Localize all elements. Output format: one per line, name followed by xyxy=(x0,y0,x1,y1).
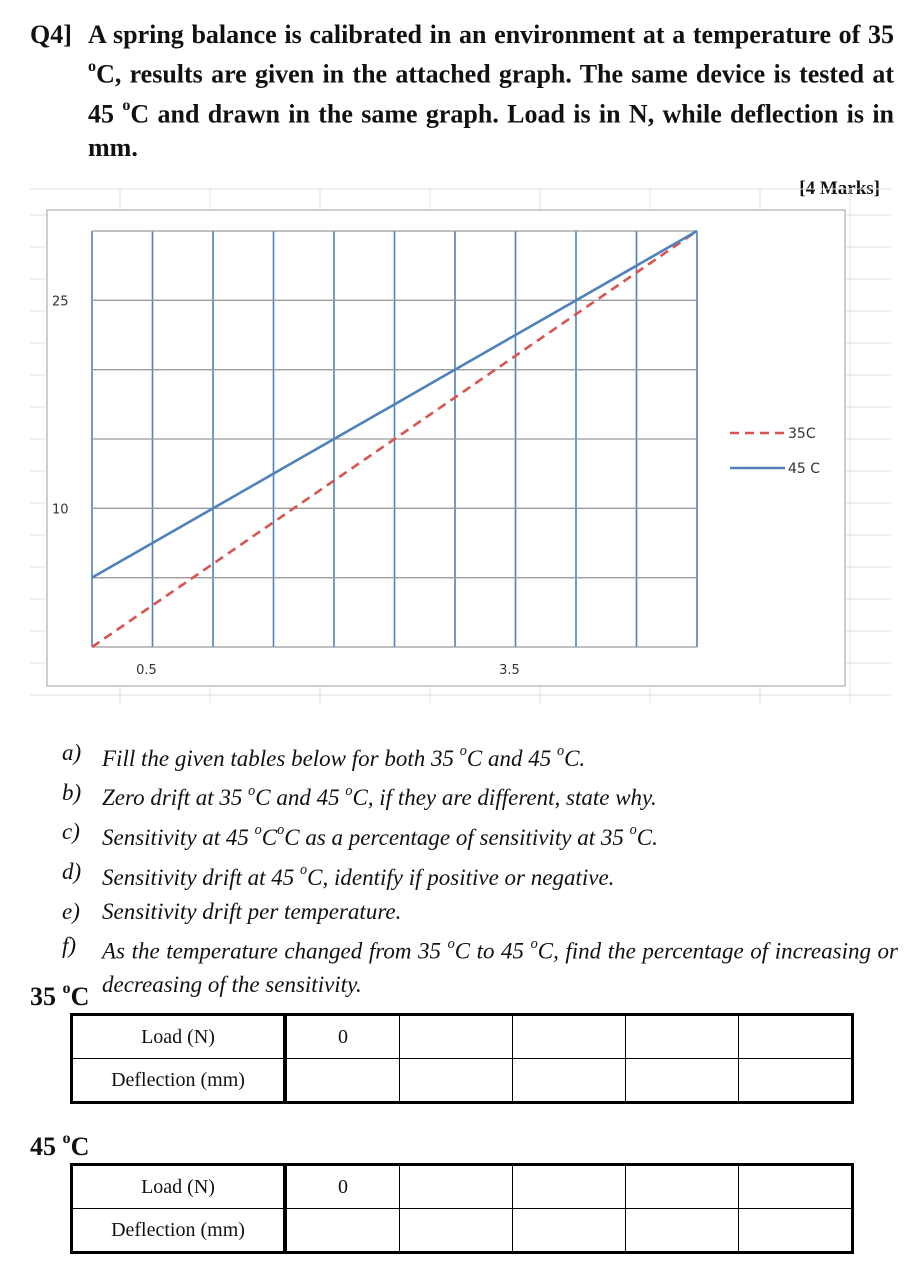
sub-question-text: Sensitivity drift per temperature. xyxy=(102,898,402,924)
table-35c xyxy=(70,1013,854,1104)
question-text: A spring balance is calibrated in an environment at a temperature of 35 $^o$C, results are given in the attached graph. The same device is tested at 45 $^o$C and drawn in the same graph. Load is in N, while deflection is in mm. xyxy=(88,20,895,163)
deflection-cell[interactable] xyxy=(513,1209,626,1253)
marks-label: [4 Marks] xyxy=(799,178,880,199)
table-row xyxy=(72,1059,853,1103)
sub-question-label: d) xyxy=(62,858,82,884)
deflection-cell[interactable] xyxy=(739,1059,853,1103)
deflection-label: Deflection (mm) xyxy=(72,1059,286,1103)
table-row xyxy=(72,1015,853,1059)
chart-area xyxy=(47,210,845,686)
load-cell[interactable] xyxy=(400,1165,513,1209)
sub-questions xyxy=(62,736,898,1002)
legend-label: 35C xyxy=(788,426,816,442)
table-45-heading: 45 $^o$C xyxy=(30,1129,90,1161)
load-cell[interactable] xyxy=(400,1015,513,1059)
sub-question-f xyxy=(62,929,898,1003)
deflection-label: Deflection (mm) xyxy=(72,1209,286,1253)
load-cell[interactable] xyxy=(626,1015,739,1059)
x-tick-label: 3.5 xyxy=(499,663,520,678)
table-45c xyxy=(70,1163,854,1254)
x-tick-label: 0.5 xyxy=(136,663,157,678)
table-35-heading: 35 $^o$C xyxy=(30,979,90,1011)
deflection-cell[interactable] xyxy=(285,1209,400,1253)
load-cell[interactable] xyxy=(739,1165,853,1209)
sub-question-text: As the temperature changed from 35 $^o$C to 45 $^o$C, find the percentage of increasing or decreasing of the sensitivity. xyxy=(102,935,898,998)
sub-question-text: Fill the given tables below for both 35 $^o$C and 45 $^o$C. xyxy=(102,742,586,771)
load-cell[interactable]: 0 xyxy=(285,1015,400,1059)
legend-label: 45 C xyxy=(788,461,821,477)
sub-question-text: Sensitivity at 45 $^oC^oC$ as a percentage of sensitivity at 35 $^o$C. xyxy=(102,822,658,850)
deflection-cell[interactable] xyxy=(400,1059,513,1103)
load-cell[interactable] xyxy=(626,1165,739,1209)
deflection-chart xyxy=(30,188,892,704)
load-label: Load (N) xyxy=(72,1165,286,1209)
sub-question-label: c) xyxy=(62,819,80,845)
load-cell[interactable] xyxy=(739,1015,853,1059)
sub-question-d xyxy=(62,855,898,895)
load-cell[interactable] xyxy=(513,1165,626,1209)
deflection-cell[interactable] xyxy=(739,1209,853,1253)
deflection-cell[interactable] xyxy=(513,1059,626,1103)
sub-question-label: f) xyxy=(62,932,77,958)
sub-question-c xyxy=(62,815,898,855)
sub-question-text: Zero drift at 35 $^o$C and 45 $^o$C, if they are different, state why. xyxy=(102,782,657,811)
table-row xyxy=(72,1209,853,1253)
sub-question-e xyxy=(62,895,898,929)
deflection-cell[interactable] xyxy=(626,1209,739,1253)
y-tick-label: 10 xyxy=(52,502,69,518)
load-cell[interactable] xyxy=(513,1015,626,1059)
sub-question-a xyxy=(62,736,898,776)
sub-question-b xyxy=(62,776,898,816)
deflection-cell[interactable] xyxy=(285,1059,400,1103)
load-label: Load (N) xyxy=(72,1015,286,1059)
y-tick-label: 25 xyxy=(52,294,69,310)
deflection-cell[interactable] xyxy=(400,1209,513,1253)
load-cell[interactable]: 0 xyxy=(285,1165,400,1209)
question-number: Q4] xyxy=(30,20,72,49)
sub-question-text: Sensitivity drift at 45 $^o$C, identify if positive or negative. xyxy=(102,861,615,890)
sub-question-label: e) xyxy=(62,898,80,924)
table-row xyxy=(72,1165,853,1209)
sub-question-label: a) xyxy=(62,740,82,765)
sub-question-label: b) xyxy=(62,779,82,805)
deflection-cell[interactable] xyxy=(626,1059,739,1103)
